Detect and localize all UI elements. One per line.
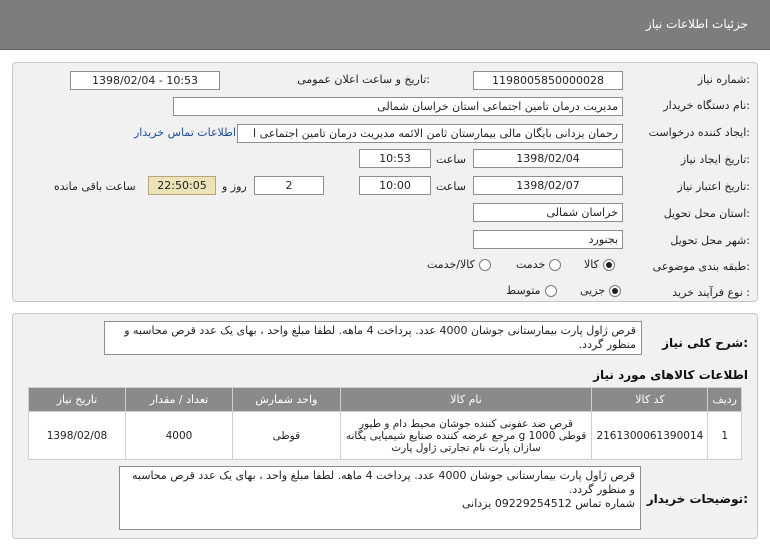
table-row[interactable] [29, 412, 742, 460]
items-section-title: اطلاعات کالاهای مورد نیاز [593, 368, 748, 382]
validity-time-label: ساعت [436, 180, 466, 193]
need-number-label: شماره نیاز: [697, 73, 750, 86]
process-option-minor[interactable] [580, 284, 621, 297]
col-row: ردیف [708, 388, 742, 412]
buyer-notes-line: شماره تماس 09229254512 یزدانی [462, 497, 635, 510]
summary-text: قرص ژاول پارت بیمارستانی جوشان 4000 عدد. پرداخت 4 ماهه. لطفا مبلغ واحد ، بهای یک عدد قرص محاسبه و منظور گردد. [104, 321, 642, 355]
col-name: نام کالا [340, 388, 592, 412]
province-label: استان محل تحویل: [663, 207, 750, 220]
cell-date: 1398/02/08 [29, 412, 126, 460]
created-time-field[interactable]: 10:53 [359, 149, 431, 168]
process-option-minor-label: جزیی [580, 284, 606, 297]
cell-unit: قوطی [233, 412, 341, 460]
page-header [0, 0, 770, 50]
col-code: کد کالا [592, 388, 708, 412]
radio-unselected-icon [479, 259, 491, 271]
radio-selected-icon [603, 259, 615, 271]
col-date: تاریخ نیاز [29, 388, 126, 412]
validity-time-field[interactable]: 10:00 [359, 176, 431, 195]
created-time-label: ساعت [436, 153, 466, 166]
buyer-notes-text [119, 466, 641, 530]
radio-unselected-icon [549, 259, 561, 271]
col-unit: واحد شمارش [233, 388, 341, 412]
radio-unselected-icon [545, 285, 557, 297]
page-title: جزئیات اطلاعات نیاز [645, 17, 748, 31]
items-table [28, 387, 742, 460]
remaining-time-label: ساعت باقی مانده [54, 180, 136, 193]
days-remaining-field[interactable]: 2 [254, 176, 324, 195]
buyer-notes-label: توضیحات خریدار: [646, 492, 748, 506]
category-label: طبقه بندی موضوعی: [652, 260, 750, 273]
category-option-goods-label: کالا [584, 258, 599, 271]
cell-code: 2161300061390014 [592, 412, 708, 460]
city-label: شهر محل تحویل: [670, 234, 750, 247]
summary-label: شرح کلی نیاز: [662, 336, 748, 350]
remaining-time-field: 22:50:05 [148, 176, 216, 195]
city-field[interactable]: بجنورد [473, 230, 623, 249]
validity-date-label: تاریخ اعتبار نیاز: [677, 180, 750, 193]
province-field[interactable]: خراسان شمالی [473, 203, 623, 222]
buyer-notes-line: قرص ژاول پارت بیمارستانی جوشان 4000 عدد. پرداخت 4 ماهه. لطفا مبلغ واحد ، بهای یک عدد قرص محاسبه و منظور گردد. [132, 469, 635, 496]
buyer-contact-link[interactable]: اطلاعات تماس خریدار [134, 126, 236, 139]
category-option-service-label: خدمت [516, 258, 546, 271]
cell-name: قرص ضد عفونی کننده جوشان محیط دام و طیور قوطی 1000 g مرجع عرضه کننده صنایع شیمیایی یگانه سازان پارت نام تجارتی ژاول پارت [340, 412, 592, 460]
radio-selected-icon [609, 285, 621, 297]
validity-date-field[interactable]: 1398/02/07 [473, 176, 623, 195]
category-option-goods-service[interactable] [427, 258, 491, 271]
created-date-field[interactable]: 1398/02/04 [473, 149, 623, 168]
days-label: روز و [222, 180, 247, 193]
cell-qty: 4000 [125, 412, 232, 460]
category-option-goods[interactable] [584, 258, 615, 271]
created-date-label: تاریخ ایجاد نیاز: [680, 153, 750, 166]
buyer-org-field[interactable]: مدیریت درمان تامین اجتماعی استان خراسان شمالی [173, 97, 623, 116]
announce-datetime-label: تاریخ و ساعت اعلان عمومی: [297, 73, 430, 86]
buyer-org-label: نام دستگاه خریدار: [663, 99, 750, 112]
need-number-field[interactable]: 1198005850000028 [473, 71, 623, 90]
requester-field[interactable]: رحمان یزدانی بایگان مالی بیمارستان ثامن الائمه مدیریت درمان تامین اجتماعی ا [237, 124, 623, 143]
cell-row: 1 [708, 412, 742, 460]
process-type-label: نوع فرآیند خرید : [672, 286, 750, 299]
process-option-medium-label: متوسط [506, 284, 541, 297]
process-option-medium[interactable] [506, 284, 557, 297]
col-qty: تعداد / مقدار [125, 388, 232, 412]
requester-label: ایجاد کننده درخواست: [648, 126, 750, 139]
category-option-service[interactable] [516, 258, 561, 271]
category-option-goods-service-label: کالا/خدمت [427, 258, 475, 271]
announce-datetime-field[interactable]: 1398/02/04 - 10:53 [70, 71, 220, 90]
